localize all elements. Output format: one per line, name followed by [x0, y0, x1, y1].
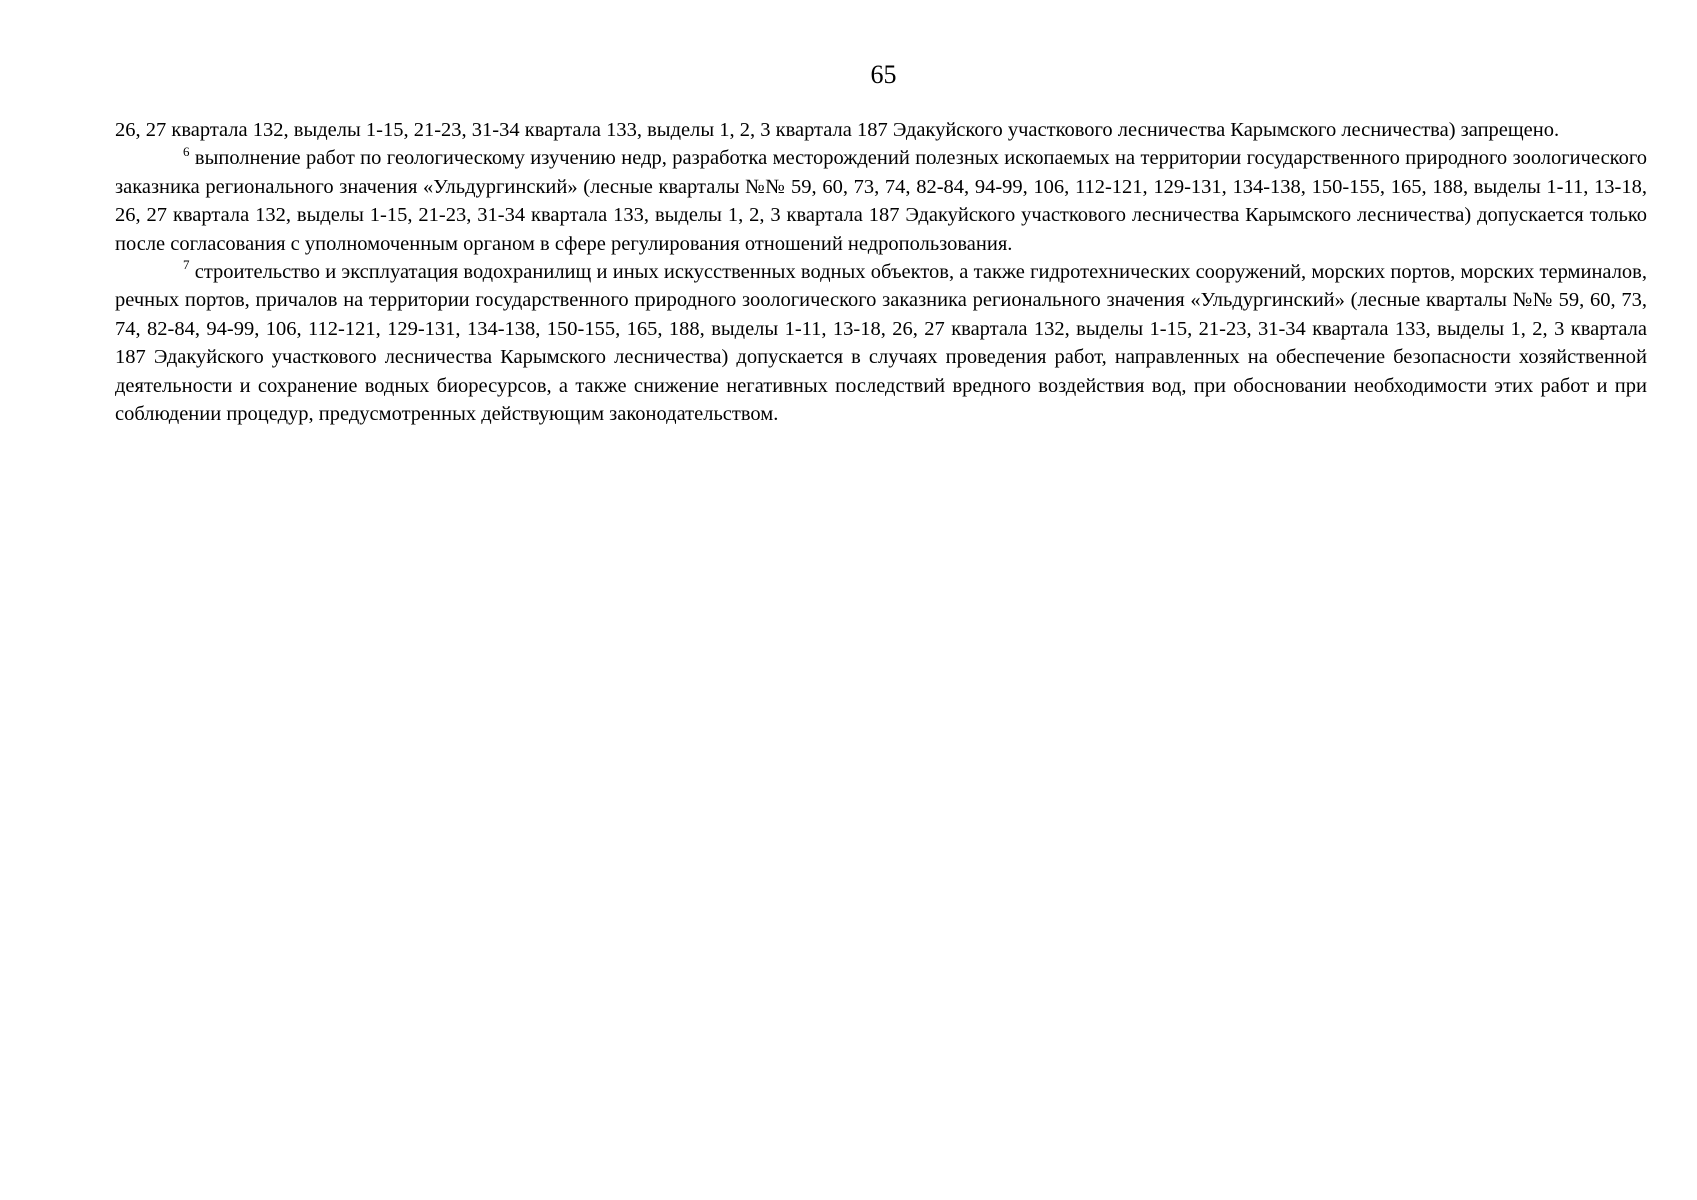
paragraph-text: выполнение работ по геологическому изучению недр, разработка месторождений полезных ископаемых на территории государственного природного зоологического заказника регионального значения «Ульдургинский» (лесные кварталы №№ 59, 60, 73, 74, 82-84, 94-99, 106, 112-121, 129-131, 134-138, 150-155, 165, 188, выделы 1-11, 13-18, 26, 27 квартала 132, выделы 1-15, 21-23, 31-34 квартала 133, выделы 1, 2, 3 квартала 187 Эдакуйского участкового лесничества Карымского лесничества) допускается только после согласования с уполномоченным органом в сфере регулирования отношений недропользования. — [115, 147, 1647, 255]
footnote-marker: 6 — [183, 143, 190, 159]
document-body — [115, 116, 1647, 428]
footnote-paragraph-6 — [115, 144, 1647, 258]
paragraph-text: строительство и эксплуатация водохранилищ и иных искусственных водных объектов, а также гидротехнических сооружений, морских портов, морских терминалов, речных портов, причалов на территории государственного природного зоологического заказника регионального значения «Ульдургинский» (лесные кварталы №№ 59, 60, 73, 74, 82-84, 94-99, 106, 112-121, 129-131, 134-138, 150-155, 165, 188, выделы 1-11, 13-18, 26, 27 квартала 132, выделы 1-15, 21-23, 31-34 квартала 133, выделы 1, 2, 3 квартала 187 Эдакуйского участкового лесничества Карымского лесничества) допускается в случаях проведения работ, направленных на обеспечение безопасности хозяйственной деятельности и сохранение водных биоресурсов, а также снижение негативных последствий вредного воздействия вод, при обосновании необходимости этих работ и при соблюдении процедур, предусмотренных действующим законодательством. — [115, 261, 1647, 426]
paragraph-text: 26, 27 квартала 132, выделы 1-15, 21-23, 31-34 квартала 133, выделы 1, 2, 3 квартала 187 Эдакуйского участкового лесничества Карымского лесничества) запрещено. — [115, 119, 1560, 141]
paragraph-continuation — [115, 116, 1647, 144]
footnote-marker: 7 — [183, 257, 190, 273]
footnote-paragraph-7 — [115, 258, 1647, 428]
page-number: 65 — [870, 60, 897, 89]
